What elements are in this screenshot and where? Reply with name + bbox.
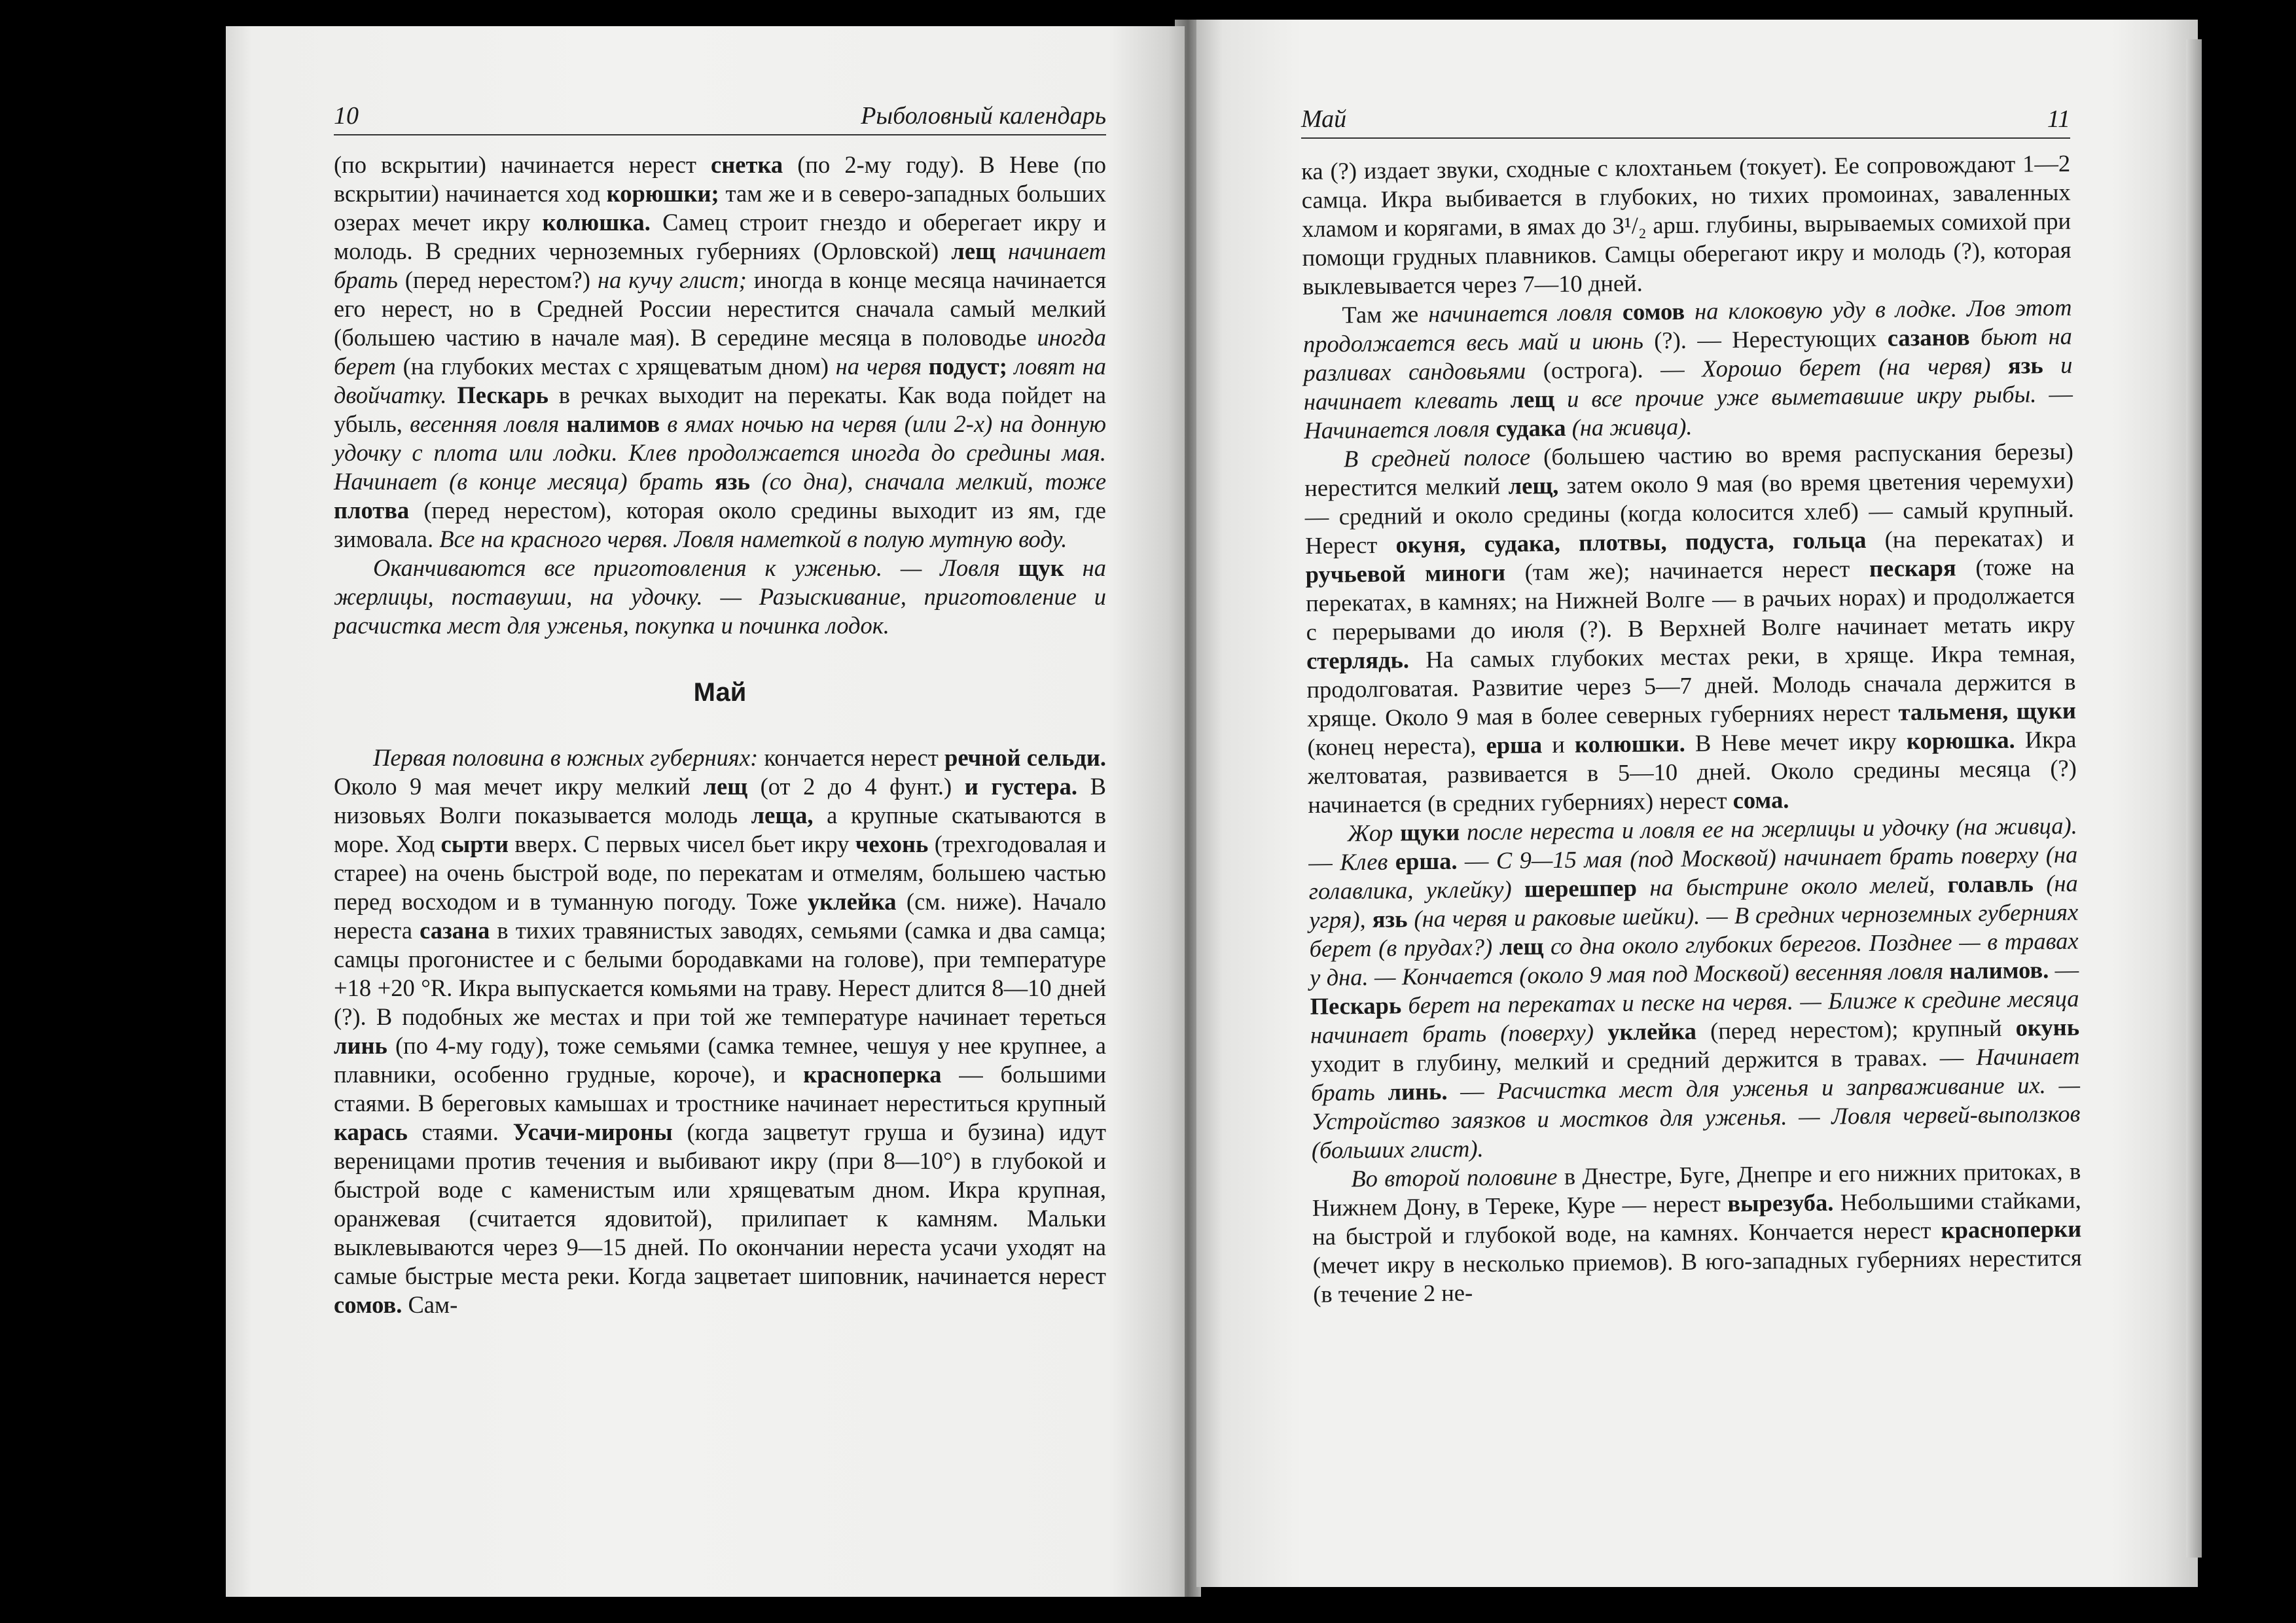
bold-term: сома.	[1732, 786, 1789, 814]
text-run: (на перекатах) и	[1866, 524, 2075, 553]
bold-term: плотва	[334, 497, 410, 524]
left-page-number: 10	[334, 102, 359, 130]
text-run	[1969, 323, 1981, 350]
text-run: Небольшими стайками, на быстрой и глубокой воде, на камнях. Кончается нерест	[1312, 1186, 2081, 1250]
italic-text: Оканчиваются все приготовления к уженью. — Ловля	[373, 554, 1000, 581]
italic-text: и все прочие уже выметавшие икру рыбы.	[1566, 380, 2037, 412]
text-run: (большею частию во время распускания березы) нерестится мелкий	[1304, 437, 2073, 501]
bold-term: щуки	[1399, 818, 1460, 846]
bold-term: голавль	[1947, 870, 2034, 898]
bold-term: язь	[715, 468, 750, 495]
text-run: —	[1308, 848, 1340, 876]
left-page	[226, 26, 1185, 1597]
text-run	[559, 410, 566, 437]
italic-text: Первая половина в южных губерниях:	[373, 744, 759, 771]
text-run	[1935, 871, 1948, 898]
text-run: иногда в конце месяца начинается его нерест, но в Средней России нерестится сначала самый мелкий (большею частию в начале мая). В середине месяца в половодье	[334, 266, 1106, 351]
italic-text: на червя	[835, 353, 922, 380]
bold-term: подуст;	[928, 353, 1007, 380]
paragraph	[1302, 293, 2073, 445]
italic-text: Начинается ловля	[1304, 415, 1490, 444]
italic-text: на клоковую уду в лодке. Лов этот продолжается весь май и июнь	[1302, 293, 2072, 357]
text-run: Около 9 мая мечет икру мелкий	[334, 773, 704, 800]
italic-text: Хорошо берет (на червя)	[1701, 351, 1991, 382]
text-run: Икра желтоватая, развивается в 5—10 дней. Около средины месяца (?) начинается (в средних губерниях) нерест	[1307, 725, 2077, 818]
text-run: кончается нерест	[758, 744, 945, 771]
paragraph	[1304, 437, 2077, 819]
bold-term: шерешпер	[1524, 874, 1638, 902]
italic-text: после нереста и ловля ее на жерлицы и удочку (на живца).	[1466, 812, 2077, 846]
text-run	[1393, 819, 1400, 846]
section-title: Май	[693, 678, 747, 707]
text-run	[1554, 385, 1567, 412]
text-run: (перед нерестом), которая около средины выходит из ям, где зимовала.	[334, 497, 1106, 552]
text-run: (мечет икру в несколько приемов). В юго-западных губерниях нерестится (в течение 2 не-	[1312, 1243, 2082, 1308]
text-run: а крупные скатываются в море. Ход	[334, 802, 1106, 857]
text-run: (по 2-му году). В Неве (по вскрытии) начинается ход	[334, 151, 1106, 207]
bold-term: Пескарь	[457, 382, 548, 408]
text-run	[1388, 848, 1395, 875]
italic-text: (на угря),	[1308, 869, 2078, 933]
paragraph	[334, 743, 1106, 1319]
italic-text: на быстрине около мелей,	[1649, 870, 1935, 901]
bold-term: лещ	[1499, 933, 1544, 960]
italic-text: со дна около глубоких берегов. Позднее — в травах у дна. — Кончается (около 9 мая под Москвой) весенняя ловля	[1309, 927, 2079, 991]
bold-term: тальменя, щуки	[1898, 696, 2077, 726]
italic-text: Все на красного червя. Ловля наметкой в полую мутную воду.	[439, 526, 1067, 552]
bold-term: снетка	[711, 151, 783, 178]
text-run: Сам-	[402, 1291, 458, 1318]
text-run: (конец нереста),	[1307, 732, 1486, 760]
bold-term: уклейка	[807, 888, 897, 915]
text-run	[660, 410, 667, 437]
bold-term: чехонь	[855, 830, 929, 857]
text-run	[1613, 298, 1623, 325]
text-run	[1064, 554, 1083, 581]
bold-term: леща,	[751, 802, 814, 829]
text-run: (когда зацветут груша и бузина) идут вереницами против течения и выбивают икру (при 8—10°) в глубокой и быстрой воде с каменистым или хрящеватым дном. Икра крупная, оранжевая (считается ядовитой), прилипает к камням. Мальки выклевываются через 9—15 дней. По окончании нереста усачи уходят на самые быстрые места реки. Когда зацветает шиповник, начинается нерест	[334, 1118, 1106, 1289]
text-run: — большими стаями. В береговых камышах и тростнике начинает нереститься крупный	[334, 1061, 1106, 1116]
bold-term: язь	[2007, 351, 2043, 379]
bold-term: судака	[1496, 414, 1566, 442]
text-run	[2043, 351, 2060, 378]
text-run: (на глубоких местах с хрящеватым дном)	[395, 353, 836, 380]
bold-term: уклейка	[1607, 1017, 1697, 1046]
bold-term: линь.	[1388, 1077, 1448, 1105]
text-run: (?). — Нерестующих	[1643, 324, 1888, 354]
bold-term: сомов	[1622, 297, 1685, 325]
text-run	[1990, 352, 2008, 379]
bold-term: лещ,	[1508, 471, 1559, 499]
italic-text: Во второй половине	[1351, 1162, 1558, 1192]
italic-text: В средней полосе	[1343, 443, 1531, 473]
left-page-text	[334, 151, 1106, 1319]
text-run: в Днестре, Буге, Днепре и его нижних притоках, в Нижнем Дону, в Тереке, Куре — нерест	[1312, 1157, 2081, 1221]
bold-term: лещ	[951, 238, 996, 264]
italic-text: (на живца).	[1571, 412, 1693, 441]
text-run: в речках выходит на перекаты. Как вода пойдет на убыль,	[334, 382, 1106, 437]
text-run	[922, 353, 929, 380]
italic-text: и начинает клевать	[1303, 351, 2073, 415]
right-page-number: 11	[2047, 105, 2070, 133]
text-run: Там же	[1342, 300, 1429, 329]
bold-term: красноперки	[1941, 1215, 2082, 1243]
bold-term: вырезуба.	[1727, 1188, 1834, 1217]
text-run: стаями.	[407, 1118, 513, 1145]
paragraph	[1308, 812, 2081, 1165]
bold-term: ерша.	[1395, 847, 1458, 875]
text-run: уходит в глубину, мелкий и средний держится в травах. —	[1310, 1043, 1977, 1077]
text-run: в тихих травянистых заводях, семьями (самка и два самца; самцы прогонистее и с белыми бородавками на голове), при температуре +18 +20 °R. Икра выпускается комьями на траву. Нерест длится 8—10 дней (?). В подобных же местах и при той же температуре начинает тереться	[334, 917, 1106, 1030]
right-page	[1196, 20, 2198, 1587]
text-run	[1375, 1079, 1388, 1105]
bold-term: сазана	[420, 917, 490, 944]
bold-term: окунь	[2015, 1013, 2080, 1041]
bold-term: сомов.	[334, 1291, 403, 1318]
text-run: (острога). —	[1526, 355, 1702, 384]
text-run: там же и в северо-западных больших озерах мечет икру	[334, 180, 1107, 236]
bold-term: пескаря	[1869, 554, 1956, 582]
text-run	[1637, 874, 1650, 901]
italic-text: берет на перекатах и песке на червя. — Ближе к средине месяца начинает брать (поверху)	[1310, 984, 2079, 1048]
text-run	[703, 468, 715, 495]
text-run	[1007, 353, 1014, 380]
bold-term: красноперка	[803, 1061, 942, 1088]
right-running-title: Май	[1301, 105, 1347, 133]
text-run: В Неве мечет икру	[1685, 727, 1907, 757]
right-running-header	[1301, 105, 2070, 139]
bold-term: щук	[1018, 554, 1064, 581]
text-run	[1685, 298, 1695, 325]
bold-term: колюшка.	[542, 209, 651, 236]
bold-term: налимов	[566, 410, 660, 437]
text-run: На самых глубоких местах реки, в хряще. Икра темная, продолговатая. Развитие через 5—7 дней. Молодь сначала держится в хряще. Около 9 мая в более северных губерниях нерест	[1306, 639, 2076, 732]
text-run: —	[2048, 955, 2079, 984]
italic-text: в ямах ночью на червя (или 2-х) на донную удочку с плота или лодки. Клев продолжается иногда до средины мая. Начинает (в конце месяца) брать	[334, 410, 1107, 495]
text-run: (трехгодовалая и старее) на очень быстрой воде, по перекатам и отмелям, большею частью перед восходом и в туманную погоду. Тоже	[334, 830, 1106, 915]
text-run: (тоже на перекатах, в камнях; на Нижней Волге — в рачьих норах) и продолжается с перерывами до июля (?). В Верхней Волге начинает метать икру	[1305, 552, 2075, 645]
text-run	[2034, 870, 2047, 897]
italic-text: (со дна), сначала мелкий, тоже	[761, 468, 1107, 495]
text-run: (там же); начинается нерест	[1505, 554, 1870, 586]
italic-text: начинает брать	[334, 238, 1107, 293]
paragraph	[1312, 1157, 2082, 1309]
italic-text: начинается ловля	[1428, 298, 1613, 327]
text-run: —	[1457, 846, 1497, 874]
bold-term: карась	[334, 1118, 408, 1145]
text-run: (см. ниже). Начало нереста	[334, 888, 1106, 944]
italic-text: Расчистка мест для уженья и запрваживание их. — Устройство заязков и мостков для уженья. — Ловля червей-выползков (больших глист).	[1311, 1071, 2081, 1164]
italic-text: весенняя ловля	[410, 410, 560, 437]
text-run	[1594, 1018, 1608, 1045]
bold-term: сазанов	[1887, 323, 1970, 351]
left-running-title: Рыболовный календарь	[861, 102, 1106, 130]
right-page-text	[1301, 149, 2082, 1309]
text-run: —	[2036, 380, 2073, 408]
bold-term: корюшки;	[606, 180, 719, 207]
text-run: Самец строит гнездо и оберегает икру и молодь. В средних черноземных губерниях (Орловской)	[334, 209, 1106, 264]
bold-term: стерлядь.	[1306, 646, 1410, 674]
text-run	[1511, 875, 1524, 902]
text-run: (перед нерестом); крупный	[1696, 1014, 2016, 1044]
italic-text: иногда берет	[334, 324, 1106, 380]
italic-text: Жор	[1347, 819, 1393, 847]
text-run	[1543, 933, 1551, 959]
text-run	[1000, 554, 1018, 581]
text-run	[1498, 386, 1510, 413]
text-run	[1401, 991, 1408, 1018]
bold-term: и густера.	[964, 773, 1078, 800]
bold-term: ерша	[1486, 731, 1543, 759]
paragraph	[334, 554, 1106, 640]
italic-text: ловят на двойчатку.	[334, 353, 1106, 408]
bold-term: язь	[1372, 905, 1408, 933]
italic-text: на жерлицы, поставуши, на удочку. — Разыскивание, приготовление и расчистка мест для уженья, покупка и починка лодок.	[334, 554, 1107, 639]
text-run: и	[1541, 730, 1575, 758]
text-run: ка (?) издает звуки, сходные с клохтаньем (токует). Ее сопровождают 1—2 самца. Икра выбивается в глубоких, но тихих промоинах, заваленных хламом и корягами, в ямах до 3¹/₂ арш. глубины, вырываемых сомихой при помощи грудных плавников. Самцы оберегают икру и молодь (?), которая выклевывается через 7—10 дней.	[1301, 149, 2072, 300]
bold-term: ручьевой миноги	[1305, 558, 1506, 588]
text-run	[996, 238, 1008, 264]
text-run: вверх. С первых чисел бьет икру	[509, 830, 855, 857]
text-run: (по 4-му году), тоже семьями (самка темнее, чешуя у нее крупнее, а плавники, особенно грудные, короче), и	[334, 1032, 1106, 1088]
italic-text: Клев	[1340, 847, 1388, 876]
text-run: В низовьях Волги показывается молодь	[334, 773, 1106, 829]
bold-term: сырти	[440, 830, 509, 857]
italic-text: Начинает брать	[1310, 1042, 2080, 1106]
bold-term: окуня, судака, плотвы, подуста, гольца	[1395, 526, 1867, 558]
text-run	[750, 468, 762, 495]
text-run: затем около 9 мая (во время цветения черемухи) — средний и около средины (когда колосится хлеб) — самый крупный. Нерест	[1304, 466, 2074, 559]
text-run: —	[1447, 1077, 1498, 1105]
bold-term: Пескарь	[1310, 991, 1402, 1020]
text-run	[1460, 818, 1467, 845]
bold-term: корюшка.	[1906, 726, 2015, 755]
bold-term: лещ	[703, 773, 748, 800]
italic-text: на кучу глист;	[597, 266, 747, 293]
paragraph	[1301, 149, 2072, 301]
text-run	[1490, 415, 1496, 442]
italic-text: С 9—15 мая (под Москвой) начинает брать поверху (на голавлика, уклейку)	[1308, 840, 2078, 904]
bold-term: Усачи-мироны	[512, 1118, 673, 1145]
page-stack-edge	[2186, 39, 2202, 1558]
text-run	[1492, 933, 1499, 960]
text-run: (по вскрытии) начинается нерест	[334, 151, 711, 178]
bold-term: речной сельди.	[944, 744, 1107, 771]
text-run: (от 2 до 4 фунт.)	[747, 773, 965, 800]
italic-text: бьют на разливах сандовьями	[1303, 322, 2073, 386]
bold-term: лещ	[1510, 385, 1555, 413]
paragraph	[334, 151, 1106, 554]
bold-term: налимов.	[1949, 956, 2049, 984]
text-run	[446, 382, 457, 408]
bold-term: линь	[334, 1032, 387, 1059]
bold-term: колюшки.	[1574, 729, 1685, 758]
italic-text: (на червя и раковые шейки). — В средних черноземных губерниях берет (в прудах?)	[1309, 898, 2079, 962]
left-running-header	[334, 101, 1106, 135]
text-run: (перед нерестом?)	[397, 266, 598, 293]
